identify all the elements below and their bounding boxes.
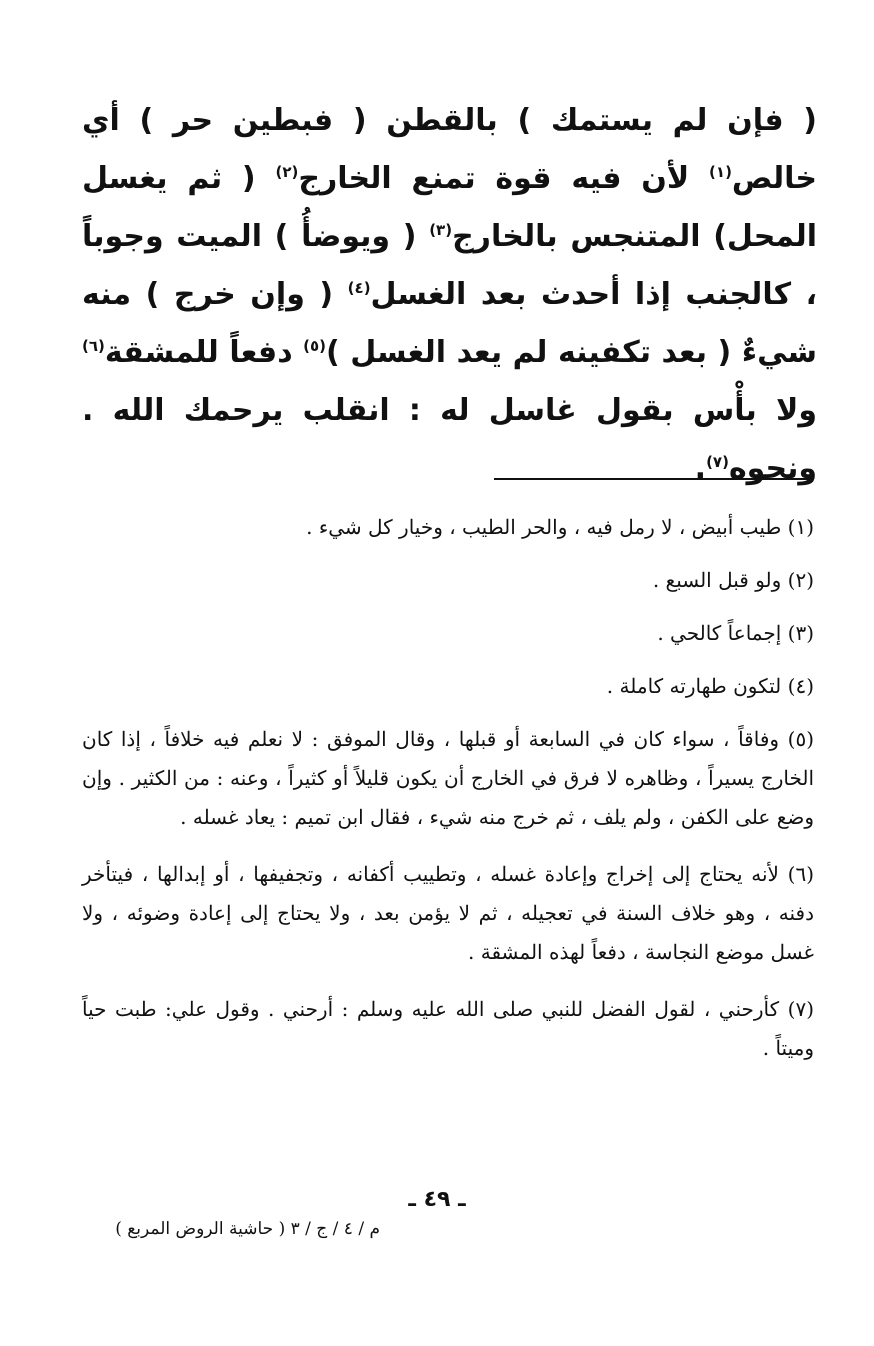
book-signature: م / ٤ / ج / ٣ ( حاشية الروض المربع ) bbox=[115, 1219, 380, 1239]
main-text-segment: لأن فيه قوة تمنع الخارج bbox=[298, 161, 710, 196]
footnote-ref-2: (٢) bbox=[275, 163, 299, 181]
footnote-3: (٣) إجماعاً كالحي . bbox=[657, 621, 814, 645]
main-text-segment: ( ثم يغسل المحل) المتنجس بالخارج bbox=[82, 161, 817, 254]
footnote-ref-3: (٣) bbox=[429, 221, 453, 239]
footnote-7: (٧) كأرحني ، لقول الفضل للنبي صلى الله عليه وسلم : أرحني . وقول علي: طبت حياً وميتاً . bbox=[82, 997, 814, 1060]
main-text-segment: دفعاً للمشقة bbox=[104, 335, 304, 370]
main-text-segment: ولا بأْس بقول غاسل له : انقلب يرحمك الله . ونحوه bbox=[82, 393, 817, 486]
page-number: ـ ٤٩ ـ bbox=[408, 1187, 466, 1212]
footnote-ref-6: (٦) bbox=[82, 337, 105, 355]
footnote-2: (٢) ولو قبل السبع . bbox=[652, 568, 814, 592]
footnote-ref-1: (١) bbox=[709, 163, 732, 181]
main-text-segment: . bbox=[694, 451, 707, 486]
footnote-ref-5: (٥) bbox=[303, 337, 326, 355]
main-text-segment: ( ويوضأُ ) الميت وجوباً ، كالجنب إذا أحدث بعد الغسل bbox=[82, 219, 817, 312]
footnote-6: (٦) لأنه يحتاج إلى إخراج وإعادة غسله ، وتطييب أكفانه ، وتجفيفها ، أو إبدالها ، فيتأخر دفنه ، وهو خلاف السنة في تعجيله ، ثم لا يؤمن بعد ، ولا يحتاج إلى إعادة وضوئه ، ولا غسل موضع النجاسة ، دفعاً لهذه المشقة . bbox=[82, 862, 814, 964]
footnote-ref-7: (٧) bbox=[706, 453, 729, 471]
footnote-4: (٤) لتكون طهارته كاملة . bbox=[606, 674, 814, 698]
main-text-block bbox=[82, 92, 817, 498]
footnotes-block bbox=[82, 508, 814, 1068]
footnote-separator bbox=[494, 478, 813, 480]
main-text-segment: ( وإن خرج ) منه شيءٌ ( بعد تكفينه لم يعد الغسل ) bbox=[82, 277, 817, 370]
footnote-ref-4: (٤) bbox=[347, 279, 371, 297]
footnote-5: (٥) وفاقاً ، سواء كان في السابعة أو قبلها ، وقال الموفق : لا نعلم فيه خلافاً ، إذا كان الخارج يسيراً ، وظاهره لا فرق في الخارج أن يكون قليلاً أو كثيراً ، وعنه : من الكثير . وإن وضع على الكفن ، ولم يلف ، ثم خرج منه شيء ، فقال ابن تميم : يعاد غسله . bbox=[82, 727, 815, 829]
footnote-1: (١) طيب أبيض ، لا رمل فيه ، والحر الطيب ، وخيار كل شيء . bbox=[306, 515, 814, 539]
main-paragraph bbox=[82, 92, 817, 498]
main-text-segment: ( فإن لم يستمك ) بالقطن ( فبطين حر ) أي خالص bbox=[82, 103, 817, 196]
